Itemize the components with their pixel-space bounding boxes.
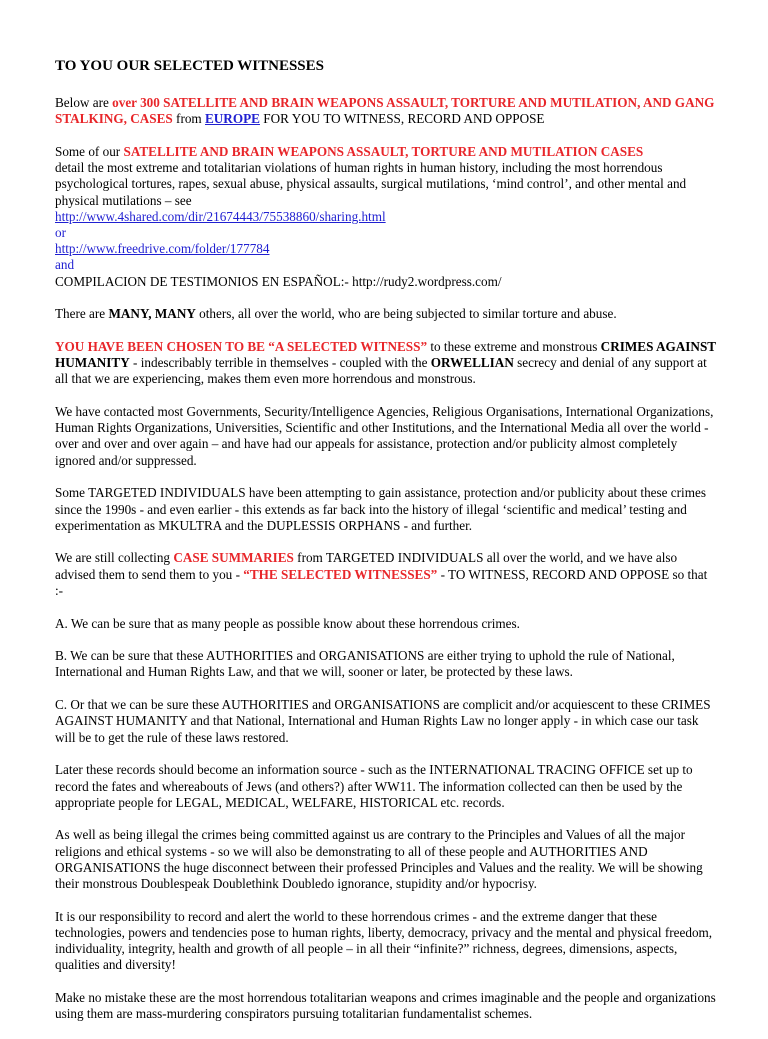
collecting-paragraph [55,550,718,599]
targeted-paragraph: Some TARGETED INDIVIDUALS have been attempting to gain assistance, protection and/or publicity about these crimes since the 1990s - and even earlier - this extends as far back into the history of illegal ‘scientific and medical’ testing and experimentation as MKULTRA and the DUPLESSIS ORPHANS - and further. [55,485,706,533]
crimes-bold: CRIMES AGAINST HUMANITY [55,338,716,371]
many-rest: others, all over the world, who are being subjected to similar torture and abuse. [195,306,617,322]
contacted-paragraph: We have contacted most Governments, Security/Intelligence Agencies, Religious Organisations, International Organizations, Human Rights Organizations, Universities, Scientific and other Institutions, and the International Media all over the world - over and over and over again – and have had our appeals for assistance, protection and/or publicity almost completely ignored and/or suppressed. [55,404,714,468]
responsibility-paragraph: It is our responsibility to record and alert the world to these horrendous crimes - and the extreme danger that these technologies, powers and tendencies pose to human rights, liberty, democracy, privacy and the mental and physical freedom, individuality, integrity, health and growth of all people – in all their “infinite?” richness, degrees, dimensions, aspects, qualities and diversity! [55,908,713,973]
chosen-text: to these extreme and monstrous [427,338,601,354]
and-text: and [55,257,75,273]
records-paragraph: Later these records should become an information source - such as the INTERNATIONAL TRACING OFFICE set up to record the fates and whereabouts of Jews (and others?) after WW11. The information collected can then be used by the appropriate people for LEGAL, MEDICAL, WELFARE, HISTORICAL etc. records. [55,762,693,810]
cases-detail: detail the most extreme and totalitarian violations of human rights in human history, including the most horrendous psychological tortures, rapes, sexual abuse, physical assaults, surgical mutilations, ‘mind control’, and other mental and physical mutilations – see [55,160,687,208]
intro-paragraph [55,95,718,127]
chosen-text-3: secrecy and denial of any support at all that we are experiencing, makes them even more horrendous and monstrous. [55,355,707,387]
many-paragraph [55,306,718,322]
chosen-paragraph [55,339,718,388]
intro-oppose: FOR YOU TO WITNESS, RECORD AND OPPOSE [259,111,545,127]
freedrive-link[interactable]: http://www.freedrive.com/folder/177784 [55,241,270,257]
chosen-text-2: - indescribably terrible in themselves - coupled with the [129,355,431,371]
mistake-paragraph: Make no mistake these are the most horrendous totalitarian weapons and crimes imaginable and the people and organizations using them are mass-murdering conspirators pursuing totalitarian fundamentalist schemes. [55,990,716,1022]
document-page [55,55,718,1039]
selected-witnesses-highlight: “THE SELECTED WITNESSES” [243,566,438,582]
collecting-text: We are still collecting [55,550,174,566]
cases-highlight-2: SATELLITE AND BRAIN WEAPONS ASSAULT, TORTURE AND MUTILATION CASES [123,143,644,159]
many-bold: MANY, MANY [108,306,196,322]
point-c: C. Or that we can be sure these AUTHORITIES and ORGANISATIONS are complicit and/or acquiescent to these CRIMES AGAINST HUMANITY and that National, International and Human Rights Law no longer apply - in which case our task will be to get the rule of these laws restored. [55,697,711,745]
page-title: TO YOU OUR SELECTED WITNESSES [55,58,324,74]
point-a: A. We can be sure that as many people as possible know about these horrendous crimes. [55,615,520,631]
cases-highlight: over 300 SATELLITE AND BRAIN WEAPONS ASSAULT, TORTURE AND MUTILATION, AND GANG STALKING, CASES [55,95,715,127]
case-summaries-highlight: CASE SUMMARIES [173,550,294,566]
collecting-text-2: from TARGETED INDIVIDUALS all over the world, and we have also advised them to send them to you - [55,550,678,582]
compilacion-text: COMPILACION DE TESTIMONIOS EN ESPAÑOL:- http://rudy2.wordpress.com/ [55,273,502,289]
illegal-paragraph: As well as being illegal the crimes being committed against us are contrary to the Principles and Values of all the major religions and ethical systems - so we will also be demonstrating to all of these people and AUTHORITIES AND ORGANISATIONS the huge disconnect between their professed Principles and Values and the reality. We will be showing their monstrous Doublespeak Doublethink Doubledo ignorance, stupidity and/or hypocrisy. [55,827,703,892]
or-text: or [55,224,66,240]
4shared-link[interactable]: http://www.4shared.com/dir/21674443/75538860/sharing.html [55,208,386,224]
point-b: B. We can be sure that these AUTHORITIES and ORGANISATIONS are either trying to uphold the rule of National, International and Human Rights Law, and that we will, sooner or later, be protected by these laws. [55,648,675,680]
cases-paragraph [55,144,718,290]
intro-from: from [172,111,205,127]
collecting-text-3: - TO WITNESS, RECORD AND OPPOSE so that :- [55,566,708,598]
cases-intro: Some of our [55,143,124,159]
europe-link[interactable]: EUROPE [204,111,260,127]
intro-text: Below are [55,95,113,110]
chosen-highlight: YOU HAVE BEEN CHOSEN TO BE “A SELECTED WITNESS” [55,338,428,354]
orwellian-bold: ORWELLIAN [430,355,514,371]
many-text: There are [55,306,109,322]
